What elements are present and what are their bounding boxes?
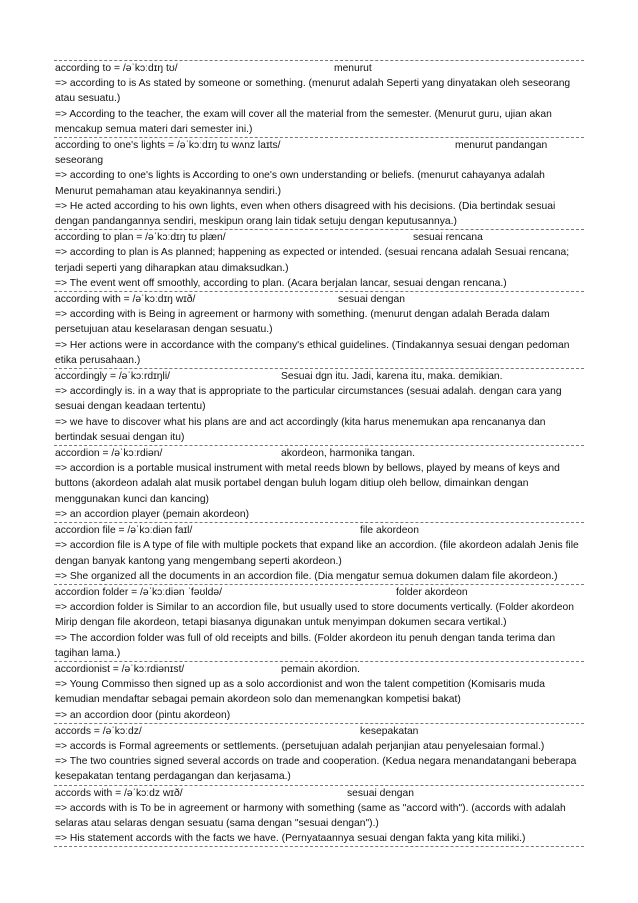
entry-headline [55, 138, 583, 153]
entry-meaning-continued: seseorang [55, 155, 104, 167]
entry-line: => His statement accords with the facts we have. (Pernyataannya sesuai dengan fakta yang kita miliki.) [55, 833, 526, 845]
entry-line: => an accordion player (pemain akordeon) [55, 508, 250, 520]
glossary-entry [54, 445, 584, 522]
glossary-entry [54, 368, 584, 445]
entry-headline [55, 61, 583, 76]
entry-line: => accordion file is A type of file with multiple pockets that expand like an accordion. (file akordeon adalah Jenis file dengan banyak kantong yang mengembang seperti akordeon.) [55, 540, 579, 567]
entry-line: => Her actions were in accordance with the company's ethical guidelines. (Tindakannya sesuai dengan pedoman etika perusahaan.) [55, 339, 570, 366]
entry-headline [55, 786, 583, 801]
entry-meaning: folder akordeon [396, 586, 468, 598]
glossary-entry [54, 291, 584, 368]
glossary-sheet [54, 60, 584, 847]
entry-meaning: sesuai rencana [413, 232, 483, 244]
glossary-entry [54, 661, 584, 723]
entry-meaning: akordeon, harmonika tangan. [281, 448, 415, 460]
entry-term: according to one's lights = /əˈkɔːdɪŋ tʊ wʌnz laɪts/ [55, 140, 281, 152]
entry-term: accordionist = /əˈkɔːrdiənɪst/ [55, 663, 185, 675]
entry-meaning: menurut pandangan [455, 140, 548, 152]
entry-line: => accords with is To be in agreement or harmony with something (same as "accord with"). (accords with adalah selaras atau selaras dengan sesuatu (sama dengan "sesuai dengan").) [55, 802, 566, 829]
entry-term: accordion folder = /əˈkɔːdiən ˈfəʊldə/ [55, 586, 222, 598]
entry-line: => Young Commisso then signed up as a solo accordionist and won the talent competition (Komisaris muda kemudian mendaftar sebagai pemain akordeon solo dan memenangkan kompetisi bakat) [55, 679, 545, 706]
glossary-entry [54, 522, 584, 584]
entry-line: => The accordion folder was full of old receipts and bills. (Folder akordeon itu penuh dengan tanda terima dan tagihan lama.) [55, 632, 556, 659]
entry-line: => according with is Being in agreement or harmony with something. (menurut dengan adalah Berada dalam persetujuan atau keselarasan dengan sesuatu.) [55, 309, 550, 336]
entry-term: according to = /əˈkɔːdɪŋ tʊ/ [55, 63, 178, 74]
entry-headline [55, 230, 583, 245]
entry-meaning: sesuai dengan [338, 294, 405, 306]
entry-term: accords with = /əˈkɔːdz wɪð/ [55, 787, 183, 799]
entry-meaning: file akordeon [360, 525, 419, 537]
entry-line: => according to plan is As planned; happening as expected or intended. (sesuai rencana adalah Sesuai rencana; terjadi seperti yang diharapkan atau dimaksudkan.) [55, 247, 570, 274]
entry-line: => accordion folder is Similar to an accordion file, but usually used to store documents vertically. (Folder akordeon Mirip dengan file akordeon, tetapi biasanya digunakan untuk menyimpan dokumen secara vertikal.) [55, 602, 574, 629]
entry-line: => an accordion door (pintu akordeon) [55, 709, 231, 721]
entry-term: according with = /əˈkɔːdɪŋ wɪð/ [55, 294, 196, 306]
entry-headline [55, 724, 583, 739]
entry-line: => The two countries signed several accords on trade and cooperation. (Kedua negara menandatangani beberapa kesepakatan tentang perdagangan dan kerjasama.) [55, 756, 577, 783]
entry-headline [55, 292, 583, 307]
entry-headline [55, 585, 583, 600]
entry-line: => accordion is a portable musical instrument with metal reeds blown by bellows, played by means of keys and buttons (akordeon adalah alat musik portabel dengan buluh logam ditiup oleh bellow, dimainkan dengan menggunakan kunci dan kancing) [55, 463, 560, 505]
entry-term: accordion file = /əˈkɔːdiən faɪl/ [55, 525, 193, 537]
entry-meaning: kesepakatan [360, 725, 419, 737]
entry-term: according to plan = /əˈkɔːdɪŋ tʊ plæn/ [55, 232, 226, 244]
entry-line: => He acted according to his own lights, even when others disagreed with his decisions. (Dia bertindak sesuai dengan pandangannya sendiri, meskipun orang lain tidak setuju dengan keputusannya.) [55, 200, 556, 228]
entry-line: => The event went off smoothly, according to plan. (Acara berjalan lancar, sesuai dengan rencana.) [55, 277, 507, 289]
glossary-entry [54, 229, 584, 291]
entry-line: => According to the teacher, the exam will cover all the material from the semester. (Menurut guru, ujian akan mencakup semua materi dari semester ini.) [55, 108, 552, 135]
glossary-entry [54, 584, 584, 661]
entry-meaning: Sesuai dgn itu. Jadi, karena itu, maka. demikian. [281, 371, 503, 383]
entry-line: => accords is Formal agreements or settlements. (persetujuan adalah perjanjian atau penyelesaian formal.) [55, 740, 545, 752]
entry-line: => accordingly is. in a way that is appropriate to the particular circumstances (sesuai adalah. dengan cara yang sesuai dengan keadaan tertentu) [55, 386, 562, 413]
entry-meaning: sesuai dengan [347, 787, 414, 799]
entry-meaning: menurut [334, 63, 372, 74]
entry-term: accordion = /əˈkɔːrdiən/ [55, 448, 163, 460]
entry-line: => She organized all the documents in an accordion file. (Dia mengatur semua dokumen dalam file akordeon.) [55, 570, 558, 582]
glossary-entry [54, 785, 584, 848]
entry-term: accordingly = /əˈkɔːrdɪŋli/ [55, 371, 170, 383]
entry-term: accords = /əˈkɔːdz/ [55, 725, 142, 737]
entry-meaning: pemain akordion. [281, 663, 360, 675]
entry-line: => according to is As stated by someone or something. (menurut adalah Seperti yang dinyatakan oleh seseorang atau sesuatu.) [55, 78, 571, 105]
entry-headline [55, 446, 583, 461]
entry-line: => according to one's lights is According to one's own understanding or beliefs. (menurut cahayanya adalah Menurut pemahaman atau keyakinannya sendiri.) [55, 170, 545, 197]
glossary-entry [54, 137, 584, 229]
glossary-entry [54, 60, 584, 137]
entry-headline [55, 662, 583, 677]
glossary-entry [54, 723, 584, 785]
entry-headline [55, 523, 583, 538]
entry-headline [55, 369, 583, 384]
entry-line: => we have to discover what his plans are and act accordingly (kita harus menemukan apa rencananya dan bertindak sesuai dengan itu) [55, 416, 546, 443]
